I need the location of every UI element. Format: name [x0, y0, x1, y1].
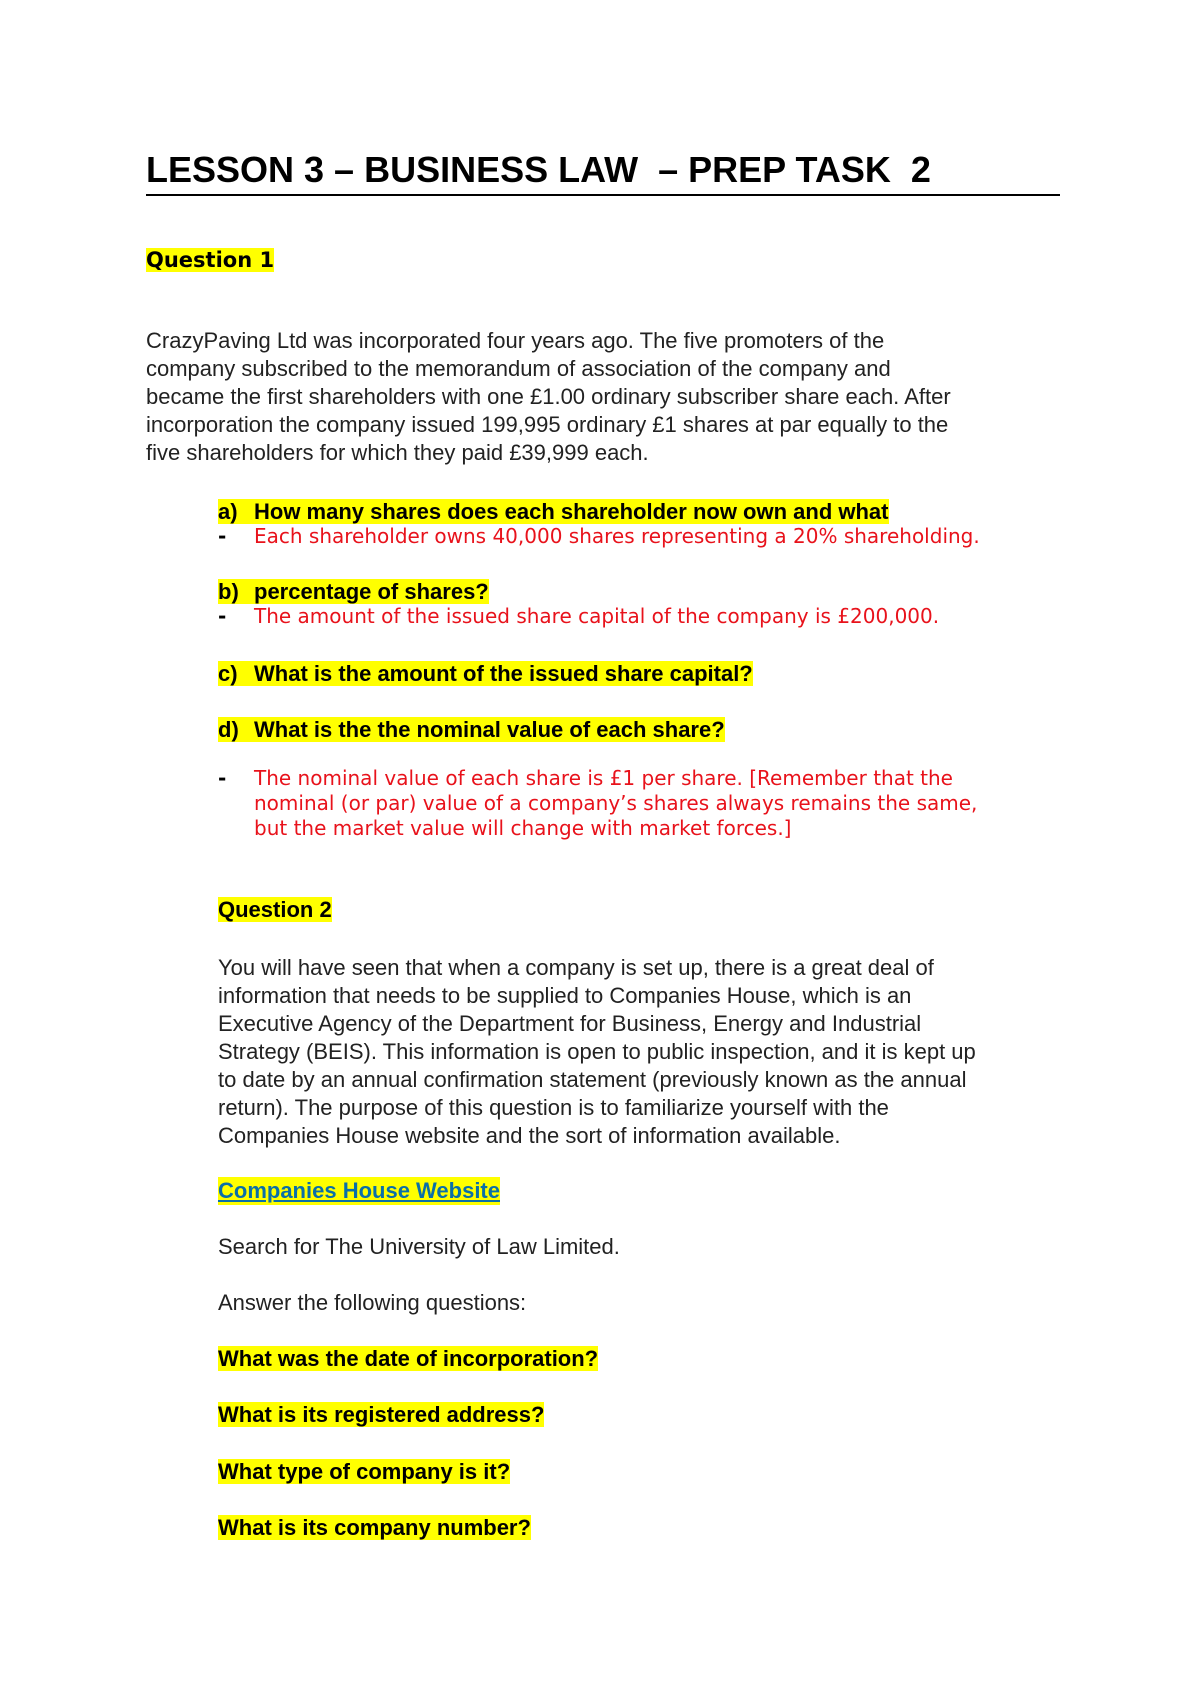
answer-d: [218, 766, 977, 841]
paragraph-line: CrazyPaving Ltd was incorporated four years ago. The five promoters of the: [146, 328, 885, 353]
subquestion-a: [218, 498, 889, 526]
subquestion-c: [218, 660, 753, 688]
paragraph-line: incorporation the company issued 199,995 ordinary £1 shares at par equally to the: [146, 412, 949, 437]
subquestion-text: percentage of shares?: [254, 579, 489, 604]
bullet-dash: -: [218, 604, 227, 628]
answer-b: [218, 604, 939, 629]
paragraph-line: Executive Agency of the Department for Business, Energy and Industrial: [218, 1011, 922, 1036]
subquestion-d: [218, 716, 725, 744]
answer-a: [218, 524, 980, 549]
bullet-dash: -: [218, 766, 227, 790]
answer-line: nominal (or par) value of a company’s shares always remains the same,: [254, 791, 978, 815]
question-text: What was the date of incorporation?: [218, 1346, 599, 1371]
bullet-dash: -: [218, 524, 227, 548]
subquestion-letter: d): [218, 717, 239, 742]
paragraph-line: You will have seen that when a company is set up, there is a great deal of: [218, 955, 934, 980]
paragraph-line: return). The purpose of this question is to familiarize yourself with the: [218, 1095, 889, 1120]
paragraph-line: Companies House website and the sort of information available.: [218, 1123, 841, 1148]
paragraph-line: Strategy (BEIS). This information is open to public inspection, and it is kept up: [218, 1039, 976, 1064]
paragraph-line: company subscribed to the memorandum of association of the company and: [146, 356, 891, 381]
question-company-type: [218, 1458, 510, 1486]
answer-instruction: Answer the following questions:: [218, 1290, 527, 1315]
question-company-number: [218, 1514, 531, 1542]
answer-line: The amount of the issued share capital of the company is £200,000.: [254, 604, 940, 628]
subquestion-letter: a): [218, 499, 238, 524]
answer-line: but the market value will change with market forces.]: [254, 816, 792, 840]
companies-house-link[interactable]: Companies House Website: [218, 1178, 500, 1203]
subquestion-text: How many shares does each shareholder now own and what: [254, 499, 889, 524]
question-text: What type of company is it?: [218, 1459, 511, 1484]
subquestion-letter: b): [218, 579, 239, 604]
answer-line: Each shareholder owns 40,000 shares representing a 20% shareholding.: [254, 524, 980, 548]
paragraph-line: information that needs to be supplied to Companies House, which is an: [218, 983, 912, 1008]
paragraph-line: became the first shareholders with one £1.00 ordinary subscriber share each. After: [146, 384, 951, 409]
question-registered-address: [218, 1401, 544, 1429]
question-1-heading-text: Question 1: [146, 248, 275, 272]
paragraph-line: to date by an annual confirmation statement (previously known as the annual: [218, 1067, 967, 1092]
question-text: What is its registered address?: [218, 1402, 545, 1427]
question-1-heading: [146, 246, 274, 274]
subquestion-b: [218, 578, 489, 606]
subquestion-text: What is the the nominal value of each share?: [254, 717, 725, 742]
answer-line: The nominal value of each share is £1 per share. [Remember that the: [254, 766, 953, 790]
question-date-of-incorporation: [218, 1345, 598, 1373]
question-1-paragraph: [146, 327, 951, 467]
question-2-paragraph: [218, 954, 976, 1150]
subquestion-text: What is the amount of the issued share capital?: [254, 661, 753, 686]
paragraph-line: five shareholders for which they paid £39,999 each.: [146, 440, 649, 465]
page-title: LESSON 3 – BUSINESS LAW – PREP TASK 2: [146, 148, 1060, 196]
search-instruction: Search for The University of Law Limited.: [218, 1234, 620, 1259]
question-2-heading-text: Question 2: [218, 897, 332, 922]
question-2-heading: [218, 896, 332, 924]
subquestion-letter: c): [218, 661, 238, 686]
question-text: What is its company number?: [218, 1515, 531, 1540]
